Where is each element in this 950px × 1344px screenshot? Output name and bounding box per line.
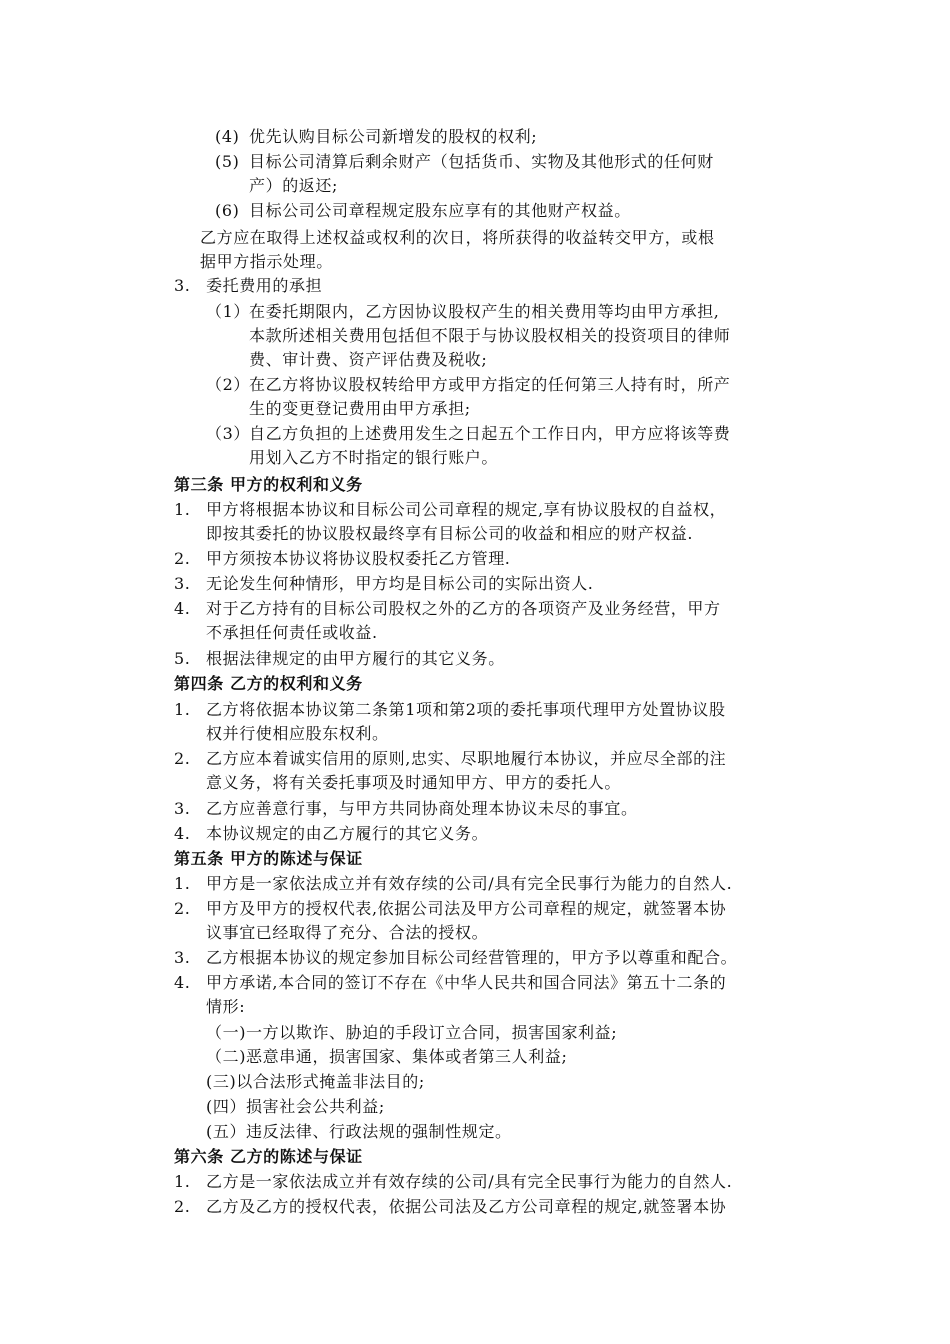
item-text: 本协议规定的由乙方履行的其它义务。 xyxy=(206,824,489,843)
item-number: 3. xyxy=(174,276,191,295)
item-number: 5. xyxy=(174,649,191,668)
item-number: （1） xyxy=(206,302,250,321)
item-text: 在委托期限内，乙方因协议股权产生的相关费用等均由甲方承担, xyxy=(249,302,720,321)
item-number: 4. xyxy=(174,599,191,618)
item-text: 用划入乙方不时指定的银行账户。 xyxy=(249,448,499,467)
item-number: 3. xyxy=(174,799,191,818)
item-text: 甲方将根据本协议和目标公司公司章程的规定,享有协议股权的自益权， xyxy=(206,500,727,519)
item-number: 2. xyxy=(174,749,191,768)
item-number: 1. xyxy=(174,500,191,519)
item-text: 生的变更登记费用由甲方承担; xyxy=(249,399,471,418)
item-text: 本款所述相关费用包括但不限于与协议股权相关的投资项目的律师 xyxy=(249,326,731,345)
item-text: 自乙方负担的上述费用发生之日起五个工作日内，甲方应将该等费 xyxy=(249,424,731,443)
item-text: 意义务，将有关委托事项及时通知甲方、甲方的委托人。 xyxy=(206,773,622,792)
item-number: 1. xyxy=(174,874,191,893)
item-text: 根据法律规定的由甲方履行的其它义务。 xyxy=(206,649,505,668)
item-text: 优先认购目标公司新增发的股权的权利; xyxy=(249,127,538,146)
paragraph: 据甲方指示处理。 xyxy=(200,252,333,271)
item-text: 乙方应善意行事，与甲方共同协商处理本协议未尽的事宜。 xyxy=(206,799,638,818)
item-number: 2. xyxy=(174,1197,191,1216)
item-text: 情形: xyxy=(206,997,246,1016)
sub-item: (五）违反法律、行政法规的强制性规定。 xyxy=(206,1122,512,1141)
item-text: 乙方及乙方的授权代表，依据公司法及乙方公司章程的规定,就签署本协 xyxy=(206,1197,727,1216)
item-text: 无论发生何种情形，甲方均是目标公司的实际出资人. xyxy=(206,574,594,593)
sub-item: (三)以合法形式掩盖非法目的; xyxy=(206,1072,425,1091)
item-text: 对于乙方持有的目标公司股权之外的乙方的各项资产及业务经营，甲方 xyxy=(206,599,721,618)
item-text: 不承担任何责任或收益. xyxy=(206,623,378,642)
item-number: （3） xyxy=(206,424,250,443)
item-text: 即按其委托的协议股权最终享有目标公司的收益和相应的财产权益. xyxy=(206,524,694,543)
item-text: 目标公司公司章程规定股东应享有的其他财产权益。 xyxy=(249,201,631,220)
item-number: (5) xyxy=(215,152,240,171)
item-number: （2） xyxy=(206,375,250,394)
item-number: 4. xyxy=(174,824,191,843)
item-number: 3. xyxy=(174,574,191,593)
article-heading: 第四条 乙方的权利和义务 xyxy=(174,674,363,693)
item-number: 1. xyxy=(174,700,191,719)
sub-item: (四）损害社会公共利益; xyxy=(206,1097,385,1116)
item-text: 乙方是一家依法成立并有效存续的公司/具有完全民事行为能力的自然人. xyxy=(206,1172,733,1191)
item-text: 费、审计费、资产评估费及税收; xyxy=(249,350,488,369)
item-text: 乙方将依据本协议第二条第1项和第2项的委托事项代理甲方处置协议股 xyxy=(206,700,726,719)
item-text: 在乙方将协议股权转给甲方或甲方指定的任何第三人持有时，所产 xyxy=(249,375,731,394)
item-text: 甲方是一家依法成立并有效存续的公司/具有完全民事行为能力的自然人. xyxy=(206,874,733,893)
sub-item: （一)一方以欺诈、胁迫的手段订立合同，损害国家利益; xyxy=(206,1023,618,1042)
sub-item: （二)恶意串通，损害国家、集体或者第三人利益; xyxy=(206,1047,568,1066)
article-heading: 第六条 乙方的陈述与保证 xyxy=(174,1147,363,1166)
item-text: 产）的返还; xyxy=(249,176,338,195)
article-heading: 第三条 甲方的权利和义务 xyxy=(174,475,363,494)
article-heading: 第五条 甲方的陈述与保证 xyxy=(174,849,363,868)
paragraph: 乙方应在取得上述权益或权利的次日，将所获得的收益转交甲方，或根 xyxy=(200,228,715,247)
item-number: (4) xyxy=(215,127,240,146)
item-number: 2. xyxy=(174,899,191,918)
item-number: 2. xyxy=(174,549,191,568)
item-text: 甲方须按本协议将协议股权委托乙方管理. xyxy=(206,549,511,568)
item-number: (6) xyxy=(215,201,240,220)
item-text: 权并行使相应股东权利。 xyxy=(206,724,389,743)
item-text: 甲方及甲方的授权代表,依据公司法及甲方公司章程的规定，就签署本协 xyxy=(206,899,727,918)
item-text: 乙方应本着诚实信用的原则,忠实、尽职地履行本协议，并应尽全部的注 xyxy=(206,749,727,768)
item-number: 4. xyxy=(174,973,191,992)
item-text: 甲方承诺,本合同的签订不存在《中华人民共和国合同法》第五十二条的 xyxy=(206,973,727,992)
item-text: 议事宜已经取得了充分、合法的授权。 xyxy=(206,923,489,942)
item-number: 1. xyxy=(174,1172,191,1191)
item-number: 3. xyxy=(174,948,191,967)
item-text: 乙方根据本协议的规定参加目标公司经营管理的，甲方予以尊重和配合。 xyxy=(206,948,738,967)
item-text: 目标公司清算后剩余财产（包括货币、实物及其他形式的任何财 xyxy=(249,152,714,171)
subsection-title: 委托费用的承担 xyxy=(206,276,323,295)
